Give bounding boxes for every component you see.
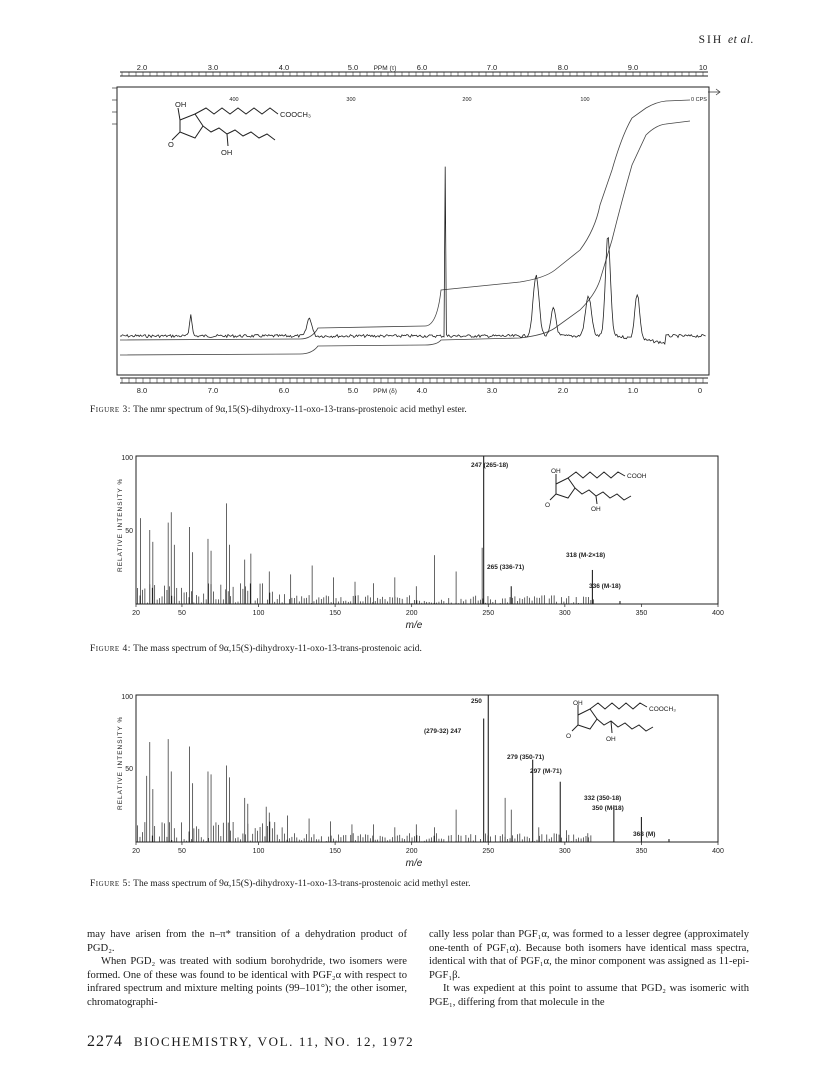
ms-x-tick-label: 250 bbox=[482, 848, 495, 855]
ms-peak-label: (279-32) 247 bbox=[424, 728, 462, 735]
ms-peak-label: 297 (M-71) bbox=[530, 768, 562, 775]
ms-x-tick-label: 350 bbox=[635, 610, 648, 617]
ms5-xlabel: m/e bbox=[405, 858, 423, 869]
nmr-top-tick: 7.0 bbox=[486, 63, 498, 72]
nmr-top-tick: 2.0 bbox=[136, 63, 148, 72]
figure5-caption-text: The mass spectrum of 9α,15(S)-dihydroxy-11-oxo-13-trans-prostenoic acid methyl ester. bbox=[133, 879, 471, 889]
nmr-top-tick: 6.0 bbox=[416, 63, 428, 72]
body-right-paragraph: It was expedient at this point to assume that PGD₂ was isomeric with PGE₁, differing from that molecule in the bbox=[429, 983, 749, 1008]
nmr-top-tick: 9.0 bbox=[627, 63, 639, 72]
ms-x-tick-label: 100 bbox=[252, 610, 265, 617]
nmr-delta-axis-label: PPM (δ) bbox=[373, 388, 397, 395]
page-footer bbox=[87, 1033, 414, 1051]
ms-x-tick-label: 20 bbox=[132, 610, 140, 617]
figure3-caption-label: Figure 3: bbox=[90, 405, 131, 415]
ms5-structure-ester: COOCH₃ bbox=[649, 706, 676, 713]
ms-peak-label: 336 (M-18) bbox=[589, 583, 621, 590]
ms-peak-label: 368 (M) bbox=[633, 831, 656, 838]
ms5-structure-oh-top: OH bbox=[573, 700, 583, 707]
ms4-y-tick: 100 bbox=[121, 455, 133, 462]
body-right-column bbox=[429, 928, 749, 1010]
ms5-y-tick: 100 bbox=[121, 694, 133, 701]
ms4-structure-o: O bbox=[545, 502, 551, 509]
ms-x-tick-label: 200 bbox=[405, 848, 418, 855]
ms-x-tick-label: 150 bbox=[329, 610, 341, 617]
ms-peak-label: 318 (M-2×18) bbox=[566, 552, 606, 559]
nmr-structure-ester: COOCH₃ bbox=[280, 110, 311, 119]
ms-x-tick-label: 50 bbox=[178, 610, 186, 617]
ms-peak-label: 250 bbox=[471, 698, 482, 705]
nmr-top-tick: 5.0 bbox=[347, 63, 359, 72]
figure4-caption-text: The mass spectrum of 9α,15(S)-dihydroxy-11-oxo-13-trans-prostenoic acid. bbox=[133, 644, 422, 654]
ms-x-tick-label: 400 bbox=[712, 848, 724, 855]
ms-x-tick-label: 350 bbox=[635, 848, 648, 855]
nmr-bottom-tick: 8.0 bbox=[136, 386, 148, 395]
ms-x-tick-label: 50 bbox=[178, 848, 186, 855]
body-left-paragraph: may have arisen from the n–π* transition of a dehydration product of PGD₂. bbox=[87, 929, 407, 954]
ms5-structure-o: O bbox=[566, 733, 572, 740]
page-number: 2274 bbox=[87, 1033, 123, 1050]
nmr-hz-tick: 400 bbox=[229, 97, 239, 103]
ms-peak-label: 247 (265-18) bbox=[471, 462, 509, 469]
figure5-caption bbox=[90, 878, 470, 890]
ms-x-tick-label: 150 bbox=[329, 848, 341, 855]
body-right-paragraph: cally less polar than PGF₁α, was formed to a lesser degree (approximately one-tenth of PGF₁α). Because both isomers have identical mass spectra, identical with that of PGF₁α, the minor component was assigned as 11-epi-PGF₁β. bbox=[429, 929, 749, 981]
nmr-hz-tick: 100 bbox=[580, 97, 590, 103]
nmr-top-tick: 10 bbox=[698, 63, 708, 72]
nmr-bottom-tick: 4.0 bbox=[416, 386, 428, 395]
ms-peak-label: 265 (336-71) bbox=[487, 564, 525, 571]
nmr-hz-tick: 0 CPS bbox=[691, 97, 707, 103]
ms-peak-label: 332 (350-18) bbox=[584, 795, 622, 802]
ms4-ylabel: RELATIVE INTENSITY % bbox=[117, 477, 124, 572]
ms5-structure-drawing bbox=[572, 703, 653, 733]
ms-x-tick-label: 100 bbox=[252, 848, 265, 855]
nmr-bottom-tick: 1.0 bbox=[627, 386, 639, 395]
figure4-caption-label: Figure 4: bbox=[90, 644, 131, 654]
ms4-xlabel: m/e bbox=[405, 620, 423, 631]
nmr-top-tick: 8.0 bbox=[557, 63, 569, 72]
figure5-caption-label: Figure 5: bbox=[90, 879, 131, 889]
nmr-structure-oh-bottom: OH bbox=[221, 148, 233, 157]
ms4-y-tick: 50 bbox=[125, 528, 133, 535]
ms5-ylabel: RELATIVE INTENSITY % bbox=[117, 715, 124, 810]
ms4-structure-oh-top: OH bbox=[551, 468, 561, 475]
nmr-bottom-tick: 3.0 bbox=[486, 386, 498, 395]
ms-peak-label: 350 (M-18) bbox=[592, 805, 624, 812]
ms5-structure-oh-bottom: OH bbox=[606, 736, 616, 743]
ms-x-tick-label: 200 bbox=[405, 610, 418, 617]
body-left-column bbox=[87, 928, 407, 1010]
ms-x-tick-label: 300 bbox=[558, 610, 571, 617]
nmr-bottom-tick: 6.0 bbox=[278, 386, 290, 395]
nmr-structure-o: O bbox=[168, 140, 174, 149]
body-left-paragraph: When PGD₂ was treated with sodium borohydride, two isomers were formed. One of these was found to be identical with PGF₂α with respect to infrared spectrum and mixture melting points (99–101°); the other isomer, chromatographi- bbox=[87, 956, 407, 1008]
ms5-y-tick: 50 bbox=[125, 766, 133, 773]
ms4-structure-acid: COOH bbox=[627, 473, 647, 480]
ms-x-tick-label: 300 bbox=[558, 848, 571, 855]
ms5-frame bbox=[136, 695, 718, 842]
journal-citation: BIOCHEMISTRY, VOL. 11, NO. 12, 1972 bbox=[133, 1034, 415, 1049]
ms-x-tick-label: 400 bbox=[712, 610, 724, 617]
nmr-top-tick: 3.0 bbox=[207, 63, 219, 72]
nmr-structure-oh-top: OH bbox=[175, 100, 187, 109]
nmr-bottom-tick: 7.0 bbox=[207, 386, 219, 395]
nmr-bottom-tick: 0 bbox=[697, 386, 703, 395]
running-head-authors: SIH bbox=[698, 34, 724, 46]
figure3-caption-text: The nmr spectrum of 9α,15(S)-dihydroxy-11-oxo-13-trans-prostenoic acid methyl ester. bbox=[133, 405, 467, 415]
nmr-bottom-tick: 2.0 bbox=[557, 386, 569, 395]
nmr-hz-tick: 300 bbox=[346, 97, 356, 103]
nmr-bottom-tick: 5.0 bbox=[347, 386, 359, 395]
nmr-top-tick: 4.0 bbox=[278, 63, 290, 72]
ms-x-tick-label: 250 bbox=[482, 610, 495, 617]
ms-peak-label: 279 (350-71) bbox=[507, 754, 545, 761]
nmr-hz-tick: 200 bbox=[462, 97, 472, 103]
nmr-tau-axis-label: PPM (τ) bbox=[373, 65, 397, 72]
ms4-structure-oh-bottom: OH bbox=[591, 506, 601, 513]
running-head-etal: et al. bbox=[728, 34, 754, 46]
ms-x-tick-label: 20 bbox=[132, 848, 140, 855]
